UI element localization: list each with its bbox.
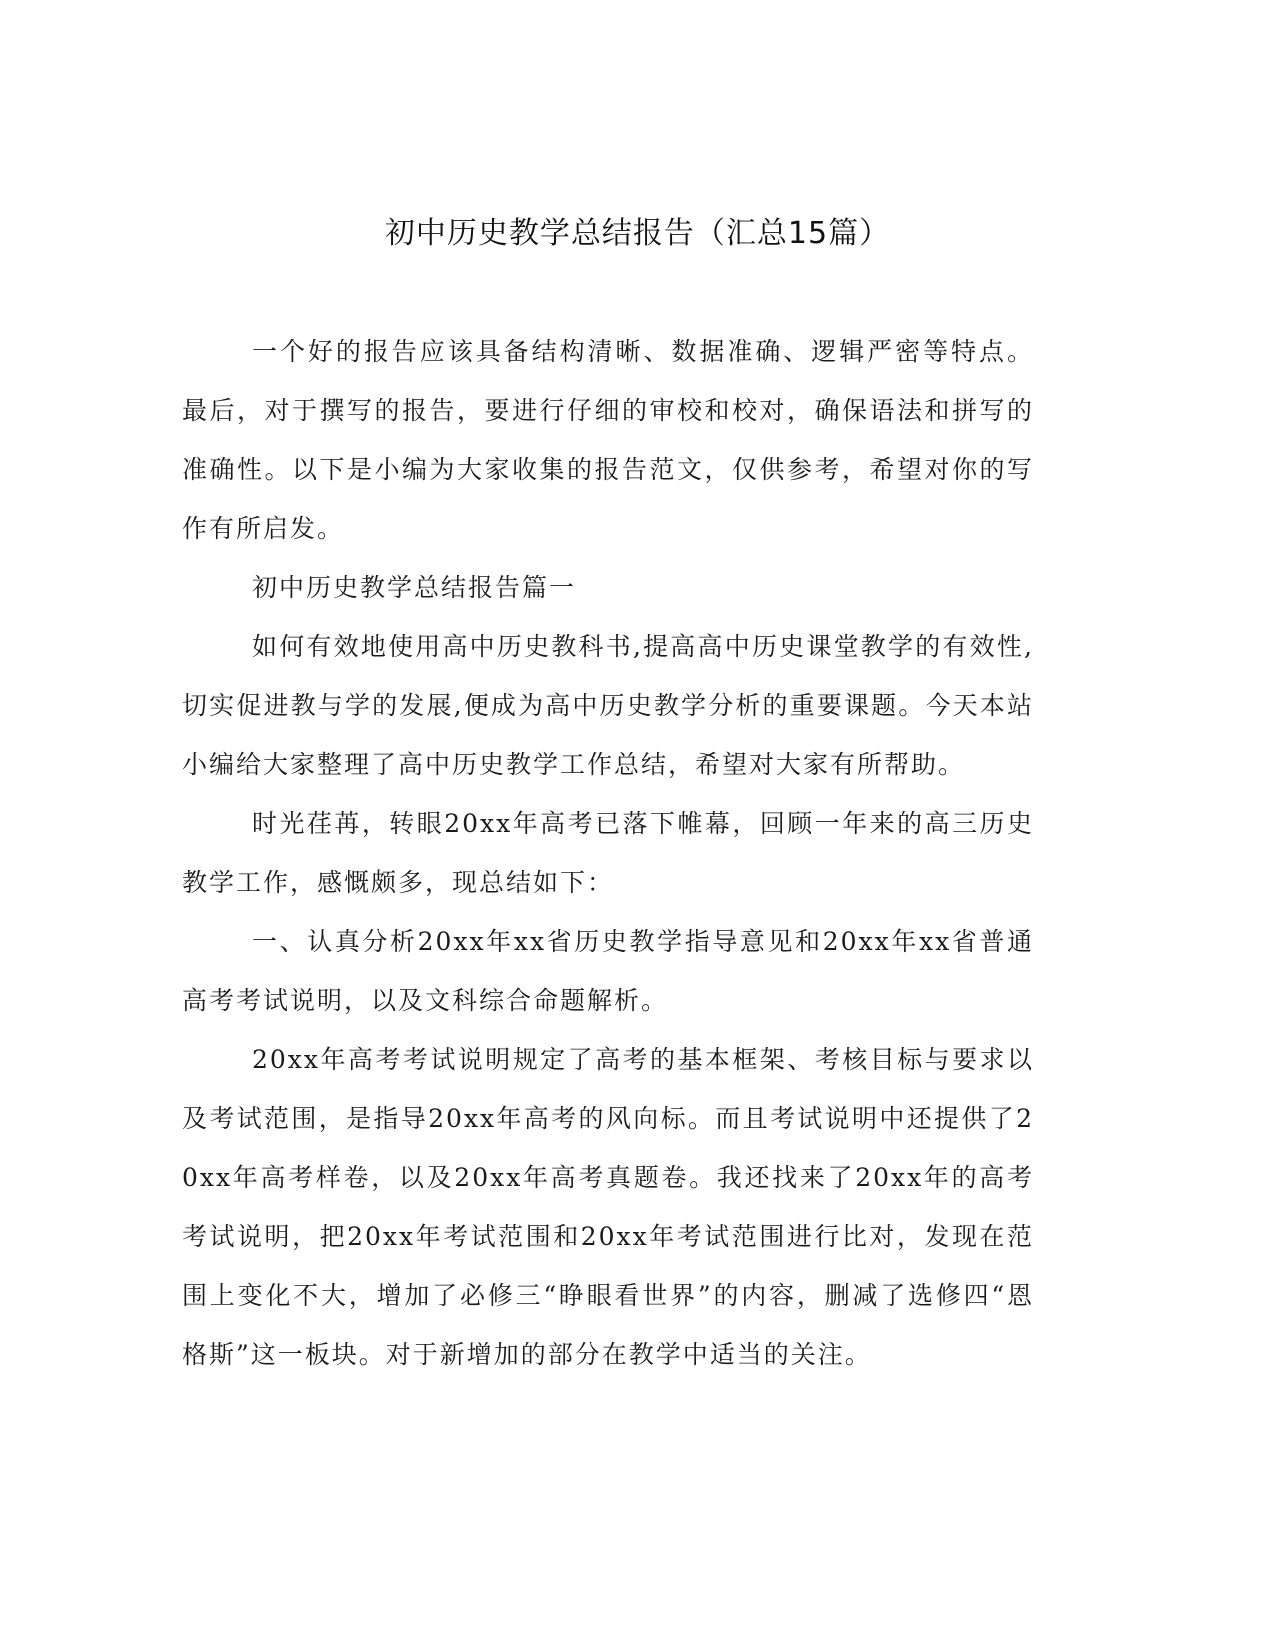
paragraph: 一、认真分析20xx年xx省历史教学指导意见和20xx年xx省普通高考考试说明，以及文科综合命题解析。 [182, 927, 1034, 1015]
paragraph: 20xx年高考考试说明规定了高考的基本框架、考核目标与要求以及考试范围，是指导20xx年高考的风向标。而且考试说明中还提供了20xx年高考样卷，以及20xx年高考真题卷。我还找来了20xx年的高考考试说明，把20xx年考试范围和20xx年考试范围进行比对，发现在范围上变化不大，增加了必修三“睁眼看世界”的内容，删减了选修四“恩格斯”这一板块。对于新增加的部分在教学中适当的关注。 [182, 1045, 1034, 1369]
section-heading: 初中历史教学总结报告篇一 [252, 573, 577, 602]
paragraph: 时光荏苒，转眼20xx年高考已落下帷幕，回顾一年来的高三历史教学工作，感慨颇多，现总结如下： [182, 809, 1034, 897]
paragraph-intro: 一个好的报告应该具备结构清晰、数据准确、逻辑严密等特点。最后，对于撰写的报告，要进行仔细的审校和校对，确保语法和拼写的准确性。以下是小编为大家收集的报告范文，仅供参考，希望对你的写作有所启发。 [182, 337, 1034, 543]
paragraph: 如何有效地使用高中历史教科书,提高高中历史课堂教学的有效性,切实促进教与学的发展,便成为高中历史教学分析的重要课题。今天本站小编给大家整理了高中历史教学工作总结，希望对大家有所帮助。 [182, 632, 1034, 779]
document-title: 初中历史教学总结报告（汇总15篇） [384, 216, 891, 251]
document-body [182, 322, 1034, 1384]
